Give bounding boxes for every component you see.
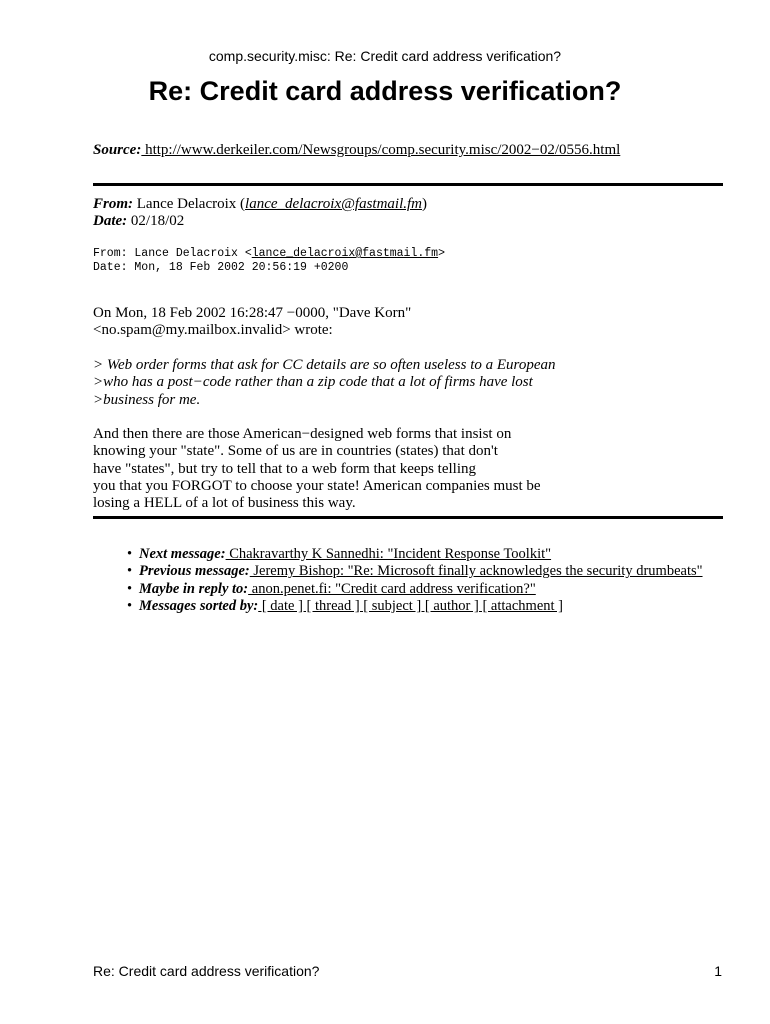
raw-header-email-link[interactable]: lance_delacroix@fastmail.fm [251,247,439,260]
message-navigation [127,546,703,615]
reply-line: you that you FORGOT to choose your state! American companies must be [93,477,541,494]
reply-line: And then there are those American−designed web forms that insist on [93,426,512,442]
source-line [93,142,620,159]
quote-line: >business for me. [93,391,201,408]
nav-next-label: Next message: [139,546,226,562]
sort-links[interactable]: [ date ] [ thread ] [ subject ] [ author ] [ attachment ] [258,597,563,614]
reply-line: knowing your "state". Some of us are in countries (states) that don't [93,443,498,460]
date-value: 02/18/02 [130,213,185,229]
from-name: Lance Delacroix ( [136,196,246,212]
footer-title: Re: Credit card address verification? [93,963,320,979]
quote-line: >who has a post−code rather than a zip code that a lot of firms have lost [93,374,533,391]
raw-header-from [93,247,445,260]
nav-previous [127,563,703,580]
in-reply-to-link[interactable]: anon.penet.fi: "Credit card address verification?" [248,580,536,597]
nav-sorted-label: Messages sorted by: [139,597,259,614]
reply-text [93,426,541,512]
date-label: Date: [93,213,128,229]
bottom-divider [93,516,723,519]
source-label: Source: [93,142,142,158]
intro-line: <no.spam@my.mailbox.invalid> wrote: [93,322,333,339]
from-close: ) [422,196,428,212]
raw-header-date: Date: Mon, 18 Feb 2002 20:56:19 +0200 [93,261,349,274]
from-email-link[interactable]: lance_delacroix@fastmail.fm [245,196,423,212]
bullet-icon: • [127,563,133,580]
message-intro [93,305,411,340]
nav-in-reply-to [127,581,703,598]
from-label: From: [93,196,134,212]
raw-header-from-suffix: > [438,247,445,260]
source-link[interactable]: http://www.derkeiler.com/Newsgroups/comp.security.misc/2002−02/0556.html [141,142,621,158]
nav-prev-label: Previous message: [139,563,250,580]
date-line [93,213,184,230]
reply-line: have "states", but try to tell that to a web form that keeps telling [93,460,476,477]
bullet-icon: • [127,580,133,597]
page-title: Re: Credit card address verification? [148,76,622,106]
intro-line: On Mon, 18 Feb 2002 16:28:47 −0000, "Dave Korn" [93,305,412,321]
quoted-text [93,357,555,409]
quote-line: > Web order forms that ask for CC details are so often useless to a European [93,357,556,373]
page-number: 1 [714,963,722,979]
top-divider [93,183,723,186]
nav-next [127,546,703,563]
reply-line: losing a HELL of a lot of business this way. [93,495,356,512]
previous-message-link[interactable]: Jeremy Bishop: "Re: Microsoft finally acknowledges the security drumbeats" [249,563,703,580]
raw-header-from-prefix: From: Lance Delacroix < [93,247,252,260]
running-header: comp.security.misc: Re: Credit card address verification? [208,48,562,64]
bullet-icon: • [127,546,133,562]
nav-sorted-by [127,598,703,615]
bullet-icon: • [127,597,133,614]
from-line [93,196,427,213]
nav-reply-label: Maybe in reply to: [139,580,249,597]
next-message-link[interactable]: Chakravarthy K Sannedhi: "Incident Response Toolkit" [225,546,552,562]
